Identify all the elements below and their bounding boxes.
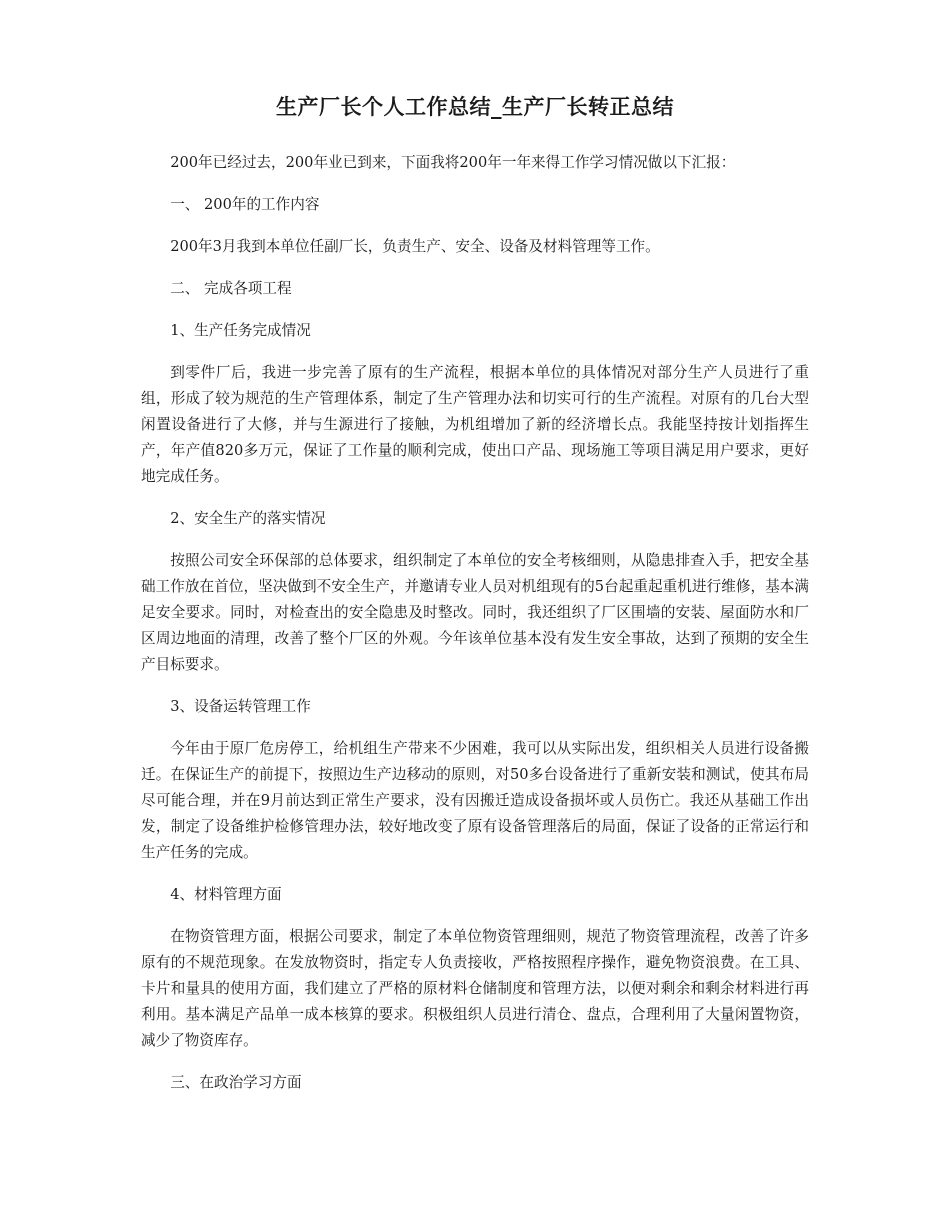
section-heading-political-study: 三、在政治学习方面 bbox=[170, 1074, 302, 1091]
subheading-safety: 2、安全生产的落实情况 bbox=[170, 510, 326, 527]
document-page bbox=[141, 92, 809, 1112]
intro-paragraph: 200年已经过去，200年业已到来，下面我将200年一年来得工作学习情况做以下汇报： bbox=[170, 154, 736, 171]
subheading-materials: 4、材料管理方面 bbox=[170, 886, 282, 903]
section-heading-projects: 二、 完成各项工程 bbox=[170, 280, 292, 297]
safety-paragraph: 按照公司安全环保部的总体要求，组织制定了本单位的安全考核细则，从隐患排查入手，把安全基础工作放在首位，坚决做到不安全生产，并邀请专业人员对机组现有的5台起重起重机进行维修，基本满足安全要求。同时，对检查出的安全隐患及时整改。同时，我还组织了厂区围墙的安装、屋面防水和厂区周边地面的清理，改善了整个厂区的外观。今年该单位基本没有发生安全事故，达到了预期的安全生产目标要求。 bbox=[141, 552, 809, 673]
equipment-paragraph: 今年由于原厂危房停工，给机组生产带来不少困难，我可以从实际出发，组织相关人员进行设备搬迁。在保证生产的前提下，按照边生产边移动的原则，对50多台设备进行了重新安装和测试，使其布局尽可能合理，并在9月前达到正常生产要求，没有因搬迁造成设备损坏或人员伤亡。我还从基础工作出发，制定了设备维护检修管理办法，较好地改变了原有设备管理落后的局面，保证了设备的正常运行和生产任务的完成。 bbox=[141, 740, 809, 861]
subheading-equipment: 3、设备运转管理工作 bbox=[170, 698, 311, 715]
materials-paragraph: 在物资管理方面，根据公司要求，制定了本单位物资管理细则，规范了物资管理流程，改善了许多原有的不规范现象。在发放物资时，指定专人负责接收，严格按照程序操作，避免物资浪费。在工具、卡片和量具的使用方面，我们建立了严格的原材料仓储制度和管理方法，以便对剩余和剩余材料进行再利用。基本满足产品单一成本核算的要求。积极组织人员进行清仓、盘点，合理利用了大量闲置物资，减少了物资库存。 bbox=[141, 928, 809, 1049]
appointment-statement: 200年3月我到本单位任副厂长，负责生产、安全、设备及材料管理等工作。 bbox=[170, 238, 660, 255]
production-tasks-paragraph: 到零件厂后，我进一步完善了原有的生产流程，根据本单位的具体情况对部分生产人员进行了重组，形成了较为规范的生产管理体系，制定了生产管理办法和切实可行的生产流程。对原有的几台大型闲置设备进行了大修，并与生源进行了接触，为机组增加了新的经济增长点。我能坚持按计划指挥生产，年产值820多万元，保证了工作量的顺利完成，使出口产品、现场施工等项目满足用户要求，更好地完成任务。 bbox=[141, 364, 809, 485]
document-title: 生产厂长个人工作总结_生产厂长转正总结 bbox=[276, 94, 674, 119]
subheading-production-tasks: 1、生产任务完成情况 bbox=[170, 322, 311, 339]
section-heading-work-content: 一、 200年的工作内容 bbox=[170, 196, 320, 213]
